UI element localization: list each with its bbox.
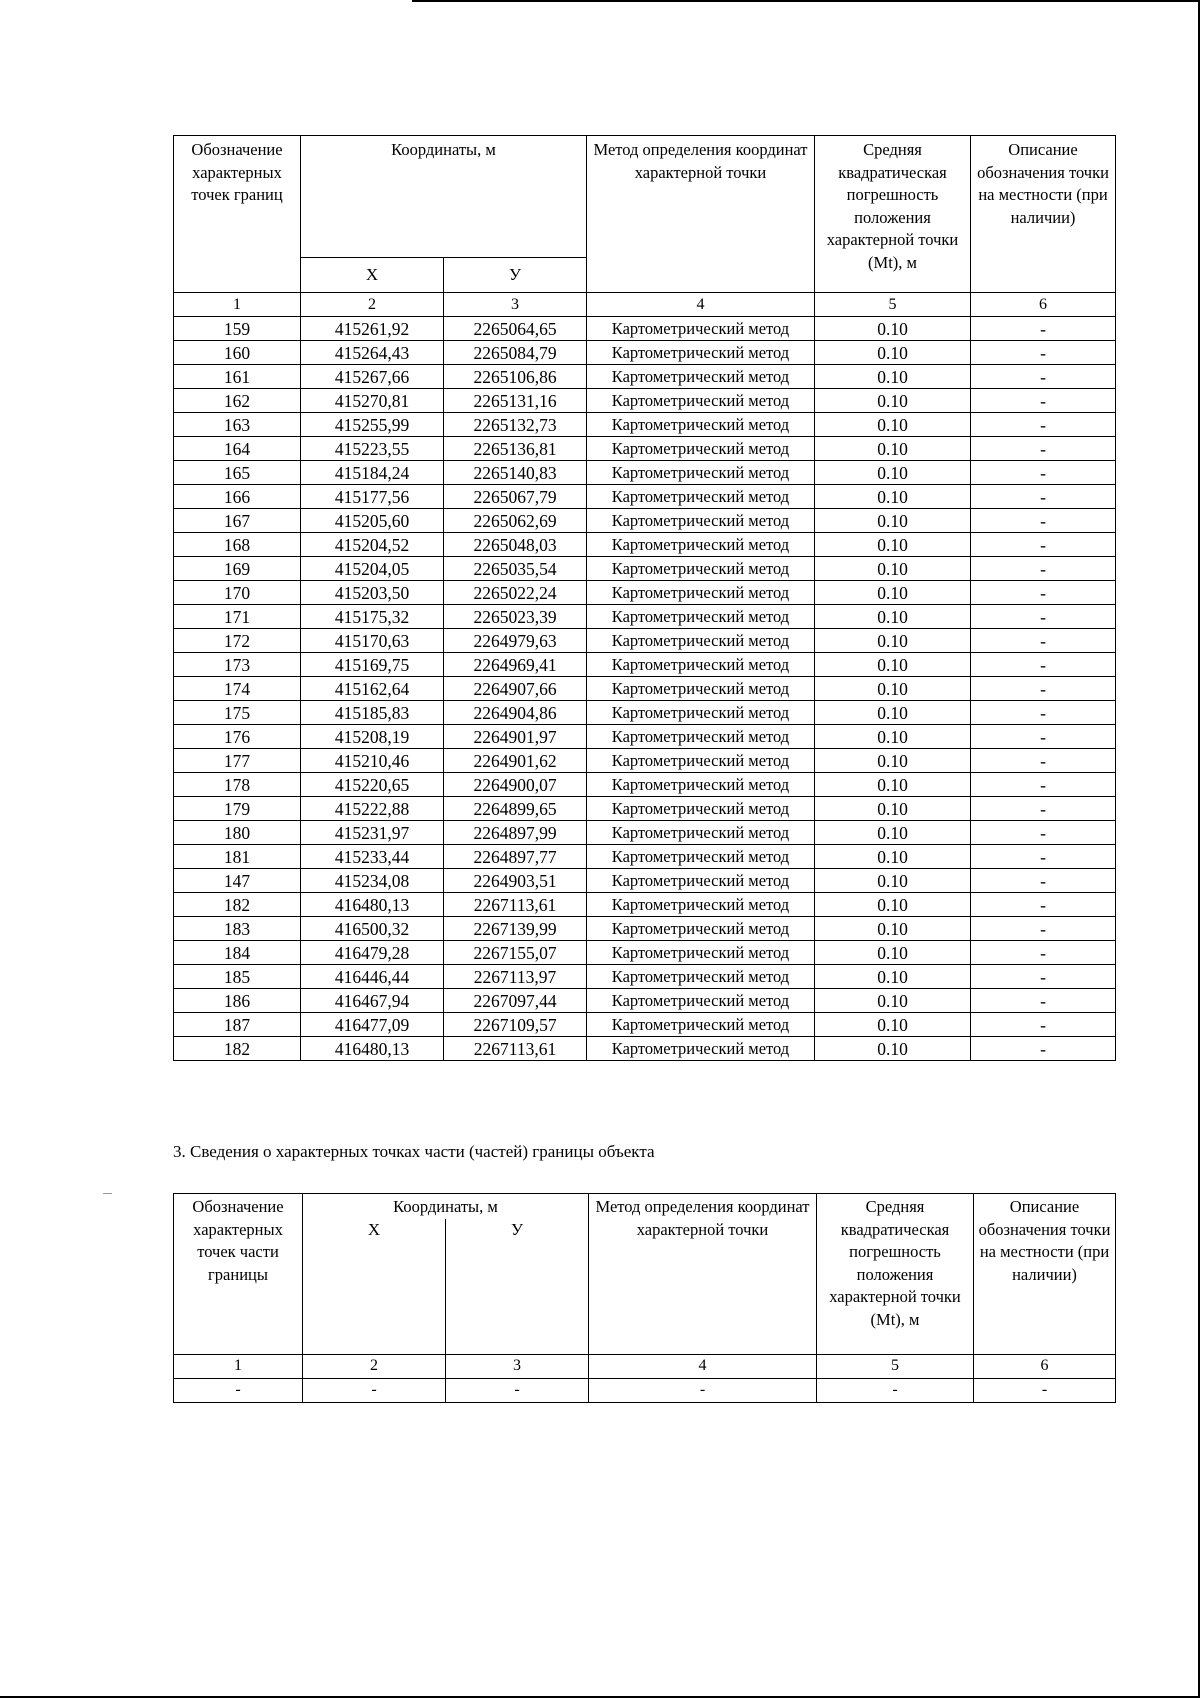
point-cell: 165 — [174, 461, 301, 485]
y-cell: 2264901,62 — [444, 749, 587, 773]
method-cell: Картометрический метод — [587, 869, 815, 893]
description-cell: - — [971, 941, 1116, 965]
x-cell: 415231,97 — [301, 821, 444, 845]
x-cell: 415162,64 — [301, 677, 444, 701]
description-cell: - — [971, 869, 1116, 893]
x-cell: 415255,99 — [301, 413, 444, 437]
table-row — [174, 917, 1116, 941]
description-cell: - — [971, 557, 1116, 581]
error-cell: 0.10 — [815, 725, 971, 749]
method-cell: Картометрический метод — [587, 365, 815, 389]
y-cell: 2265140,83 — [444, 461, 587, 485]
y-cell: 2265131,16 — [444, 389, 587, 413]
x-cell: 416477,09 — [301, 1013, 444, 1037]
error-cell: 0.10 — [815, 989, 971, 1013]
point-cell: 166 — [174, 485, 301, 509]
error-cell: 0.10 — [815, 317, 971, 341]
method-cell: Картометрический метод — [587, 629, 815, 653]
y-cell: 2264901,97 — [444, 725, 587, 749]
method-cell: Картометрический метод — [587, 341, 815, 365]
method-cell: Картометрический метод — [587, 989, 815, 1013]
top-edge-line — [412, 0, 1200, 2]
table-row — [174, 509, 1116, 533]
table-row — [174, 965, 1116, 989]
point-cell: 177 — [174, 749, 301, 773]
point-cell: 169 — [174, 557, 301, 581]
y-cell: 2267097,44 — [444, 989, 587, 1013]
description-cell: - — [971, 533, 1116, 557]
error-cell: 0.10 — [815, 1037, 971, 1061]
x-cell: 415210,46 — [301, 749, 444, 773]
y-cell: 2267139,99 — [444, 917, 587, 941]
description-cell: - — [971, 1037, 1116, 1061]
error-cell: 0.10 — [815, 893, 971, 917]
point-cell: 174 — [174, 677, 301, 701]
method-cell: Картометрический метод — [587, 557, 815, 581]
method-cell: Картометрический метод — [587, 437, 815, 461]
table-row — [174, 1013, 1116, 1037]
point-cell: 159 — [174, 317, 301, 341]
column-number: 2 — [303, 1354, 446, 1378]
x-cell: 415177,56 — [301, 485, 444, 509]
description-cell: - — [971, 437, 1116, 461]
description-cell: - — [971, 341, 1116, 365]
description-cell: - — [971, 653, 1116, 677]
description-cell: - — [971, 461, 1116, 485]
column-number: 2 — [301, 293, 444, 317]
table-row — [174, 869, 1116, 893]
x-cell: 415264,43 — [301, 341, 444, 365]
point-cell: 178 — [174, 773, 301, 797]
x-cell: 416480,13 — [301, 893, 444, 917]
description-cell: - — [971, 893, 1116, 917]
y-cell: 2265064,65 — [444, 317, 587, 341]
boundary-points-body — [174, 317, 1116, 1061]
method-cell: Картометрический метод — [587, 845, 815, 869]
column-number: 6 — [971, 293, 1116, 317]
x-cell: 415205,60 — [301, 509, 444, 533]
table-row — [174, 485, 1116, 509]
x-cell: 416500,32 — [301, 917, 444, 941]
table-row — [174, 653, 1116, 677]
header-y: У — [446, 1219, 589, 1355]
method-cell: Картометрический метод — [587, 1037, 815, 1061]
header-coordinates: Координаты, м — [303, 1194, 589, 1219]
description-cell: - — [971, 677, 1116, 701]
method-cell: Картометрический метод — [587, 653, 815, 677]
x-cell: 416479,28 — [301, 941, 444, 965]
column-number: 6 — [974, 1354, 1116, 1378]
point-cell: 171 — [174, 605, 301, 629]
header-error: Средняя квадратическая погрешность положения характерной точки (Mt), м — [817, 1194, 974, 1355]
method-cell: Картометрический метод — [587, 677, 815, 701]
error-cell: 0.10 — [815, 797, 971, 821]
description-cell: - — [971, 989, 1116, 1013]
x-cell: 415204,05 — [301, 557, 444, 581]
header-designation: Обозначение характерных точек части границы — [174, 1194, 303, 1355]
x-cell: 415184,24 — [301, 461, 444, 485]
method-cell: Картометрический метод — [587, 461, 815, 485]
x-cell: 416467,94 — [301, 989, 444, 1013]
error-cell: 0.10 — [815, 413, 971, 437]
error-cell: 0.10 — [815, 917, 971, 941]
description-cell: - — [971, 1013, 1116, 1037]
y-cell: 2267113,61 — [444, 1037, 587, 1061]
y-cell: 2267109,57 — [444, 1013, 587, 1037]
y-cell: 2265106,86 — [444, 365, 587, 389]
x-cell: - — [303, 1378, 446, 1402]
description-cell: - — [971, 317, 1116, 341]
method-cell: Картометрический метод — [587, 773, 815, 797]
description-cell: - — [971, 965, 1116, 989]
error-cell: 0.10 — [815, 845, 971, 869]
table-row — [174, 677, 1116, 701]
description-cell: - — [971, 629, 1116, 653]
error-cell: - — [817, 1378, 974, 1402]
description-cell: - — [971, 389, 1116, 413]
error-cell: 0.10 — [815, 365, 971, 389]
table-row — [174, 605, 1116, 629]
error-cell: 0.10 — [815, 677, 971, 701]
point-cell: 162 — [174, 389, 301, 413]
column-number: 5 — [817, 1354, 974, 1378]
column-numbers-row — [174, 1354, 1116, 1378]
x-cell: 415185,83 — [301, 701, 444, 725]
method-cell: Картометрический метод — [587, 749, 815, 773]
table-row — [174, 893, 1116, 917]
error-cell: 0.10 — [815, 773, 971, 797]
point-cell: 181 — [174, 845, 301, 869]
y-cell: 2265136,81 — [444, 437, 587, 461]
error-cell: 0.10 — [815, 653, 971, 677]
column-number: 5 — [815, 293, 971, 317]
error-cell: 0.10 — [815, 509, 971, 533]
y-cell: 2264969,41 — [444, 653, 587, 677]
point-cell: 176 — [174, 725, 301, 749]
point-cell: 167 — [174, 509, 301, 533]
table-row — [174, 341, 1116, 365]
table-row — [174, 749, 1116, 773]
method-cell: Картометрический метод — [587, 821, 815, 845]
description-cell: - — [971, 917, 1116, 941]
y-cell: 2264904,86 — [444, 701, 587, 725]
error-cell: 0.10 — [815, 1013, 971, 1037]
header-method: Метод определения координат характерной точки — [589, 1194, 817, 1355]
description-cell: - — [971, 821, 1116, 845]
table-row — [174, 557, 1116, 581]
x-cell: 415208,19 — [301, 725, 444, 749]
column-number: 4 — [589, 1354, 817, 1378]
error-cell: 0.10 — [815, 533, 971, 557]
point-cell: 182 — [174, 1037, 301, 1061]
y-cell: 2265035,54 — [444, 557, 587, 581]
method-cell: - — [589, 1378, 817, 1402]
column-numbers-row — [174, 293, 1116, 317]
error-cell: 0.10 — [815, 485, 971, 509]
column-number: 3 — [446, 1354, 589, 1378]
method-cell: Картометрический метод — [587, 965, 815, 989]
description-cell: - — [971, 485, 1116, 509]
point-cell: 179 — [174, 797, 301, 821]
y-cell: 2265084,79 — [444, 341, 587, 365]
y-cell: 2267113,61 — [444, 893, 587, 917]
y-cell: 2265132,73 — [444, 413, 587, 437]
point-cell: 173 — [174, 653, 301, 677]
table-row — [174, 581, 1116, 605]
error-cell: 0.10 — [815, 605, 971, 629]
scan-speck — [103, 1193, 112, 1194]
header-method: Метод определения координат характерной точки — [587, 136, 815, 293]
description-cell: - — [971, 797, 1116, 821]
x-cell: 415220,65 — [301, 773, 444, 797]
table-row — [174, 845, 1116, 869]
point-cell: 161 — [174, 365, 301, 389]
y-cell: 2265023,39 — [444, 605, 587, 629]
x-cell: 415267,66 — [301, 365, 444, 389]
point-cell: 180 — [174, 821, 301, 845]
y-cell: - — [446, 1378, 589, 1402]
x-cell: 415234,08 — [301, 869, 444, 893]
x-cell: 415261,92 — [301, 317, 444, 341]
description-cell: - — [971, 605, 1116, 629]
boundary-points-table — [173, 135, 1116, 1061]
point-cell: 172 — [174, 629, 301, 653]
column-number: 3 — [444, 293, 587, 317]
point-cell: 170 — [174, 581, 301, 605]
table-row — [174, 413, 1116, 437]
error-cell: 0.10 — [815, 557, 971, 581]
description-cell: - — [971, 365, 1116, 389]
x-cell: 415203,50 — [301, 581, 444, 605]
description-cell: - — [971, 581, 1116, 605]
method-cell: Картометрический метод — [587, 533, 815, 557]
table-row — [174, 821, 1116, 845]
error-cell: 0.10 — [815, 869, 971, 893]
point-cell: - — [174, 1378, 303, 1402]
header-x: X — [303, 1219, 446, 1355]
error-cell: 0.10 — [815, 581, 971, 605]
method-cell: Картометрический метод — [587, 1013, 815, 1037]
method-cell: Картометрический метод — [587, 797, 815, 821]
point-cell: 168 — [174, 533, 301, 557]
point-cell: 175 — [174, 701, 301, 725]
table-row — [174, 989, 1116, 1013]
point-cell: 185 — [174, 965, 301, 989]
method-cell: Картометрический метод — [587, 413, 815, 437]
method-cell: Картометрический метод — [587, 485, 815, 509]
error-cell: 0.10 — [815, 389, 971, 413]
description-cell: - — [971, 773, 1116, 797]
y-cell: 2264979,63 — [444, 629, 587, 653]
point-cell: 183 — [174, 917, 301, 941]
description-cell: - — [971, 701, 1116, 725]
y-cell: 2265067,79 — [444, 485, 587, 509]
y-cell: 2264899,65 — [444, 797, 587, 821]
method-cell: Картометрический метод — [587, 701, 815, 725]
point-cell: 160 — [174, 341, 301, 365]
point-cell: 186 — [174, 989, 301, 1013]
y-cell: 2265022,24 — [444, 581, 587, 605]
method-cell: Картометрический метод — [587, 605, 815, 629]
description-cell: - — [971, 725, 1116, 749]
table-row — [174, 629, 1116, 653]
table-row — [174, 773, 1116, 797]
y-cell: 2264897,99 — [444, 821, 587, 845]
table-row — [174, 389, 1116, 413]
table-row — [174, 701, 1116, 725]
x-cell: 415175,32 — [301, 605, 444, 629]
description-cell: - — [974, 1378, 1116, 1402]
header-y: У — [444, 258, 587, 293]
table-row — [174, 1378, 1116, 1402]
point-cell: 163 — [174, 413, 301, 437]
x-cell: 415222,88 — [301, 797, 444, 821]
description-cell: - — [971, 845, 1116, 869]
point-cell: 147 — [174, 869, 301, 893]
y-cell: 2267113,97 — [444, 965, 587, 989]
y-cell: 2265062,69 — [444, 509, 587, 533]
header-error: Средняя квадратическая погрешность положения характерной точки (Mt), м — [815, 136, 971, 293]
error-cell: 0.10 — [815, 461, 971, 485]
column-number: 4 — [587, 293, 815, 317]
description-cell: - — [971, 749, 1116, 773]
x-cell: 415270,81 — [301, 389, 444, 413]
x-cell: 416446,44 — [301, 965, 444, 989]
part-boundary-points-table — [173, 1193, 1116, 1403]
error-cell: 0.10 — [815, 749, 971, 773]
point-cell: 184 — [174, 941, 301, 965]
error-cell: 0.10 — [815, 437, 971, 461]
x-cell: 415170,63 — [301, 629, 444, 653]
header-description: Описание обозначения точки на местности (при наличии) — [971, 136, 1116, 293]
method-cell: Картометрический метод — [587, 389, 815, 413]
y-cell: 2265048,03 — [444, 533, 587, 557]
method-cell: Картометрический метод — [587, 509, 815, 533]
table-row — [174, 317, 1116, 341]
method-cell: Картометрический метод — [587, 893, 815, 917]
table-row — [174, 941, 1116, 965]
y-cell: 2264900,07 — [444, 773, 587, 797]
header-x: X — [301, 258, 444, 293]
table-row — [174, 797, 1116, 821]
error-cell: 0.10 — [815, 341, 971, 365]
x-cell: 415233,44 — [301, 845, 444, 869]
error-cell: 0.10 — [815, 701, 971, 725]
x-cell: 416480,13 — [301, 1037, 444, 1061]
error-cell: 0.10 — [815, 629, 971, 653]
table-row — [174, 1037, 1116, 1061]
table-row — [174, 533, 1116, 557]
table-row — [174, 725, 1116, 749]
y-cell: 2264903,51 — [444, 869, 587, 893]
point-cell: 182 — [174, 893, 301, 917]
y-cell: 2264897,77 — [444, 845, 587, 869]
x-cell: 415223,55 — [301, 437, 444, 461]
description-cell: - — [971, 413, 1116, 437]
column-number: 1 — [174, 293, 301, 317]
column-number: 1 — [174, 1354, 303, 1378]
method-cell: Картометрический метод — [587, 941, 815, 965]
header-coordinates: Координаты, м — [301, 136, 587, 258]
table-row — [174, 437, 1116, 461]
description-cell: - — [971, 509, 1116, 533]
y-cell: 2267155,07 — [444, 941, 587, 965]
error-cell: 0.10 — [815, 965, 971, 989]
table-row — [174, 365, 1116, 389]
y-cell: 2264907,66 — [444, 677, 587, 701]
point-cell: 187 — [174, 1013, 301, 1037]
method-cell: Картометрический метод — [587, 725, 815, 749]
point-cell: 164 — [174, 437, 301, 461]
table-row — [174, 461, 1116, 485]
method-cell: Картометрический метод — [587, 917, 815, 941]
error-cell: 0.10 — [815, 941, 971, 965]
header-description: Описание обозначения точки на местности (при наличии) — [974, 1194, 1116, 1355]
error-cell: 0.10 — [815, 821, 971, 845]
x-cell: 415169,75 — [301, 653, 444, 677]
section-3-title: 3. Сведения о характерных точках части (частей) границы объекта — [173, 1142, 655, 1161]
method-cell: Картометрический метод — [587, 317, 815, 341]
method-cell: Картометрический метод — [587, 581, 815, 605]
header-designation: Обозначение характерных точек границ — [174, 136, 301, 293]
x-cell: 415204,52 — [301, 533, 444, 557]
